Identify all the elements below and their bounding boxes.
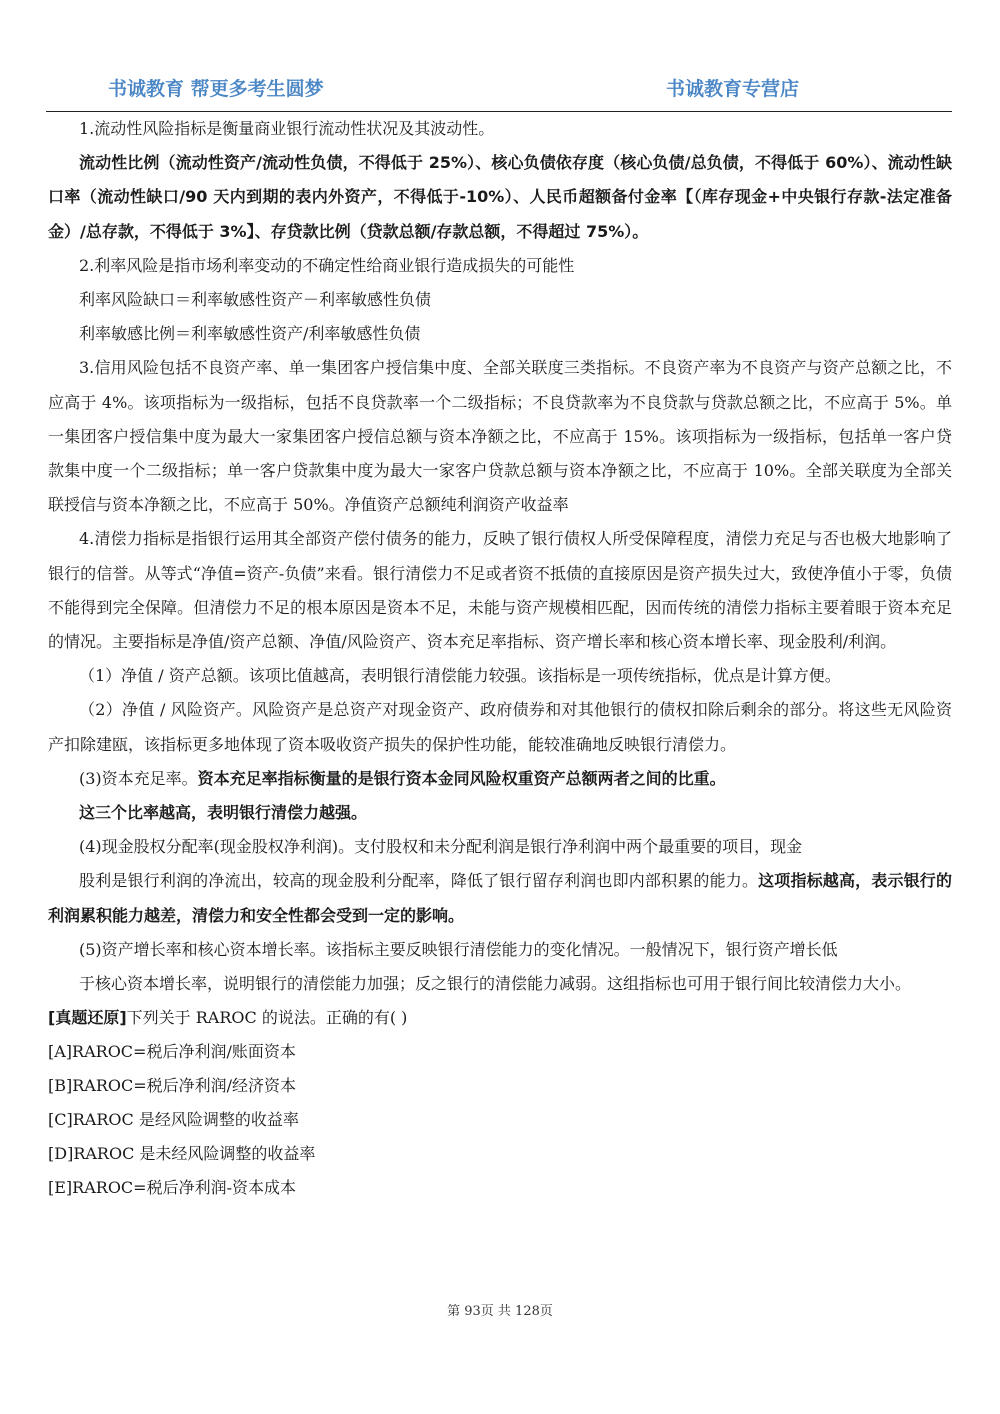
ratio-conclusion-bold: 这三个比率越高，表明银行清偿力越强。 xyxy=(79,803,368,823)
option-c: [C]RAROC 是经风险调整的收益率 xyxy=(48,1110,299,1130)
header-right-title: 书诚教育专营店 xyxy=(666,78,800,100)
capital-adequacy-label: (3)资本充足率。 xyxy=(79,768,198,788)
paragraph-growth-rate: (5)资产增长率和核心资本增长率。该指标主要反映银行清偿能力的变化情况。一般情况下，银行资产增长低 xyxy=(79,939,838,959)
capital-adequacy-bold: 资本充足率指标衡量的是银行资本金同风险权重资产总额两者之间的比重。 xyxy=(197,768,726,788)
document-body xyxy=(48,112,952,1205)
page-header xyxy=(0,70,1000,110)
cash-dividend-bold: 这项指标越高，表示银行的利润累积能力越差，清偿力和安全性都会受到一定的影响。 xyxy=(48,871,952,925)
page-footer xyxy=(0,1300,1000,1319)
paragraph-cash-dividend-cont xyxy=(48,864,952,932)
option-e: [E]RAROC=税后净利润-资本成本 xyxy=(48,1178,296,1198)
header-left-title: 书诚教育 帮更多考生圆梦 xyxy=(108,78,324,100)
option-d: [D]RAROC 是未经风险调整的收益率 xyxy=(48,1144,316,1164)
question-stem xyxy=(48,1001,952,1035)
page-number: 第 93页 共 128页 xyxy=(447,1304,553,1319)
question-text: 下列关于 RAROC 的说法。正确的有( ) xyxy=(126,1008,408,1028)
paragraph-liquidity-intro: 1.流动性风险指标是衡量商业银行流动性状况及其波动性。 xyxy=(79,119,495,138)
paragraph-cash-dividend: (4)现金股权分配率(现金股权净利润)。支付股权和未分配利润是银行净利润中两个最重要的项目，现金 xyxy=(79,837,803,857)
option-a: [A]RAROC=税后净利润/账面资本 xyxy=(48,1042,296,1062)
option-b: [B]RAROC=税后净利润/经济资本 xyxy=(48,1076,297,1096)
paragraph-net-worth-risk-assets: （2）净值 / 风险资产。风险资产是总资产对现金资产、政府债券和对其他银行的债权扣除后剩余的部分。将这些无风险资产扣除建瓯，该指标更多地体现了资本吸收资产损失的保护性功能，能较准确地反映银行清偿力。 xyxy=(48,700,952,754)
formula-rate-sensitivity: 利率敏感比例＝利率敏感性资产/利率敏感性负债 xyxy=(79,324,421,344)
paragraph-credit-risk: 3.信用风险包括不良资产率、单一集团客户授信集中度、全部关联度三类指标。不良资产率为不良资产与资产总额之比，不应高于 4%。该项指标为一级指标，包括不良贷款率一个二级指标；不良贷款率为不良贷款与贷款总额之比，不应高于 5%。单一集团客户授信集中度为最大一家集团客户授信总额与资本净额之比，不应高于 15%。该项指标为一级指标，包括单一客户贷款集中度一个二级指标；单一客户贷款集中度为最大一家客户贷款总额与资本净额之比，不应高于 10%。全部关联度为全部关联授信与资本净额之比，不应高于 50%。净值资产总额纯利润资产收益率 xyxy=(48,358,952,515)
paragraph-solvency: 4.清偿力指标是指银行运用其全部资产偿付债务的能力，反映了银行债权人所受保障程度，清偿力充足与否也极大地影响了银行的信誉。从等式“净值=资产-负债”来看。银行清偿力不足或者资不抵债的直接原因是资产损失过大，致使净值小于零，负债不能得到完全保障。但清偿力不足的根本原因是资本不足，未能与资产规模相匹配，因而传统的清偿力指标主要着眼于资本充足的情况。主要指标是净值/资产总额、净值/风险资产、资本充足率指标、资产增长率和核心资本增长率、现金股利/利润。 xyxy=(48,529,952,652)
paragraph-net-worth-assets: （1）净值 / 资产总额。该项比值越高，表明银行清偿能力较强。该指标是一项传统指标，优点是计算方便。 xyxy=(79,666,841,686)
liquidity-ratios-bold: 流动性比例（流动性资产/流动性负债，不得低于 25%）、核心负债依存度（核心负债/总负债，不得低于 60%）、流动性缺口率（流动性缺口/90 天内到期的表内外资产，不得低于-10%）、人民币超额备付金率【（库存现金+中央银行存款-法定准备金）/总存款，不得低于 3%】、存贷款比例（贷款总额/存款总额，不得超过 75%）。 xyxy=(48,153,952,241)
paragraph-growth-rate-cont: 于核心资本增长率，说明银行的清偿能力加强；反之银行的清偿能力减弱。这组指标也可用于银行间比较清偿力大小。 xyxy=(79,974,912,994)
paragraph-ratio-conclusion xyxy=(48,796,952,830)
paragraph-liquidity-ratios xyxy=(48,146,952,249)
paragraph-interest-rate-risk: 2.利率风险是指市场利率变动的不确定性给商业银行造成损失的可能性 xyxy=(79,255,575,275)
question-tag: [真题还原] xyxy=(48,1008,127,1028)
paragraph-capital-adequacy xyxy=(48,762,952,796)
cash-dividend-text: 股利是银行利润的净流出，较高的现金股利分配率，降低了银行留存利润也即内部积累的能力。 xyxy=(79,871,759,891)
formula-rate-gap: 利率风险缺口＝利率敏感性资产－利率敏感性负债 xyxy=(79,290,432,310)
